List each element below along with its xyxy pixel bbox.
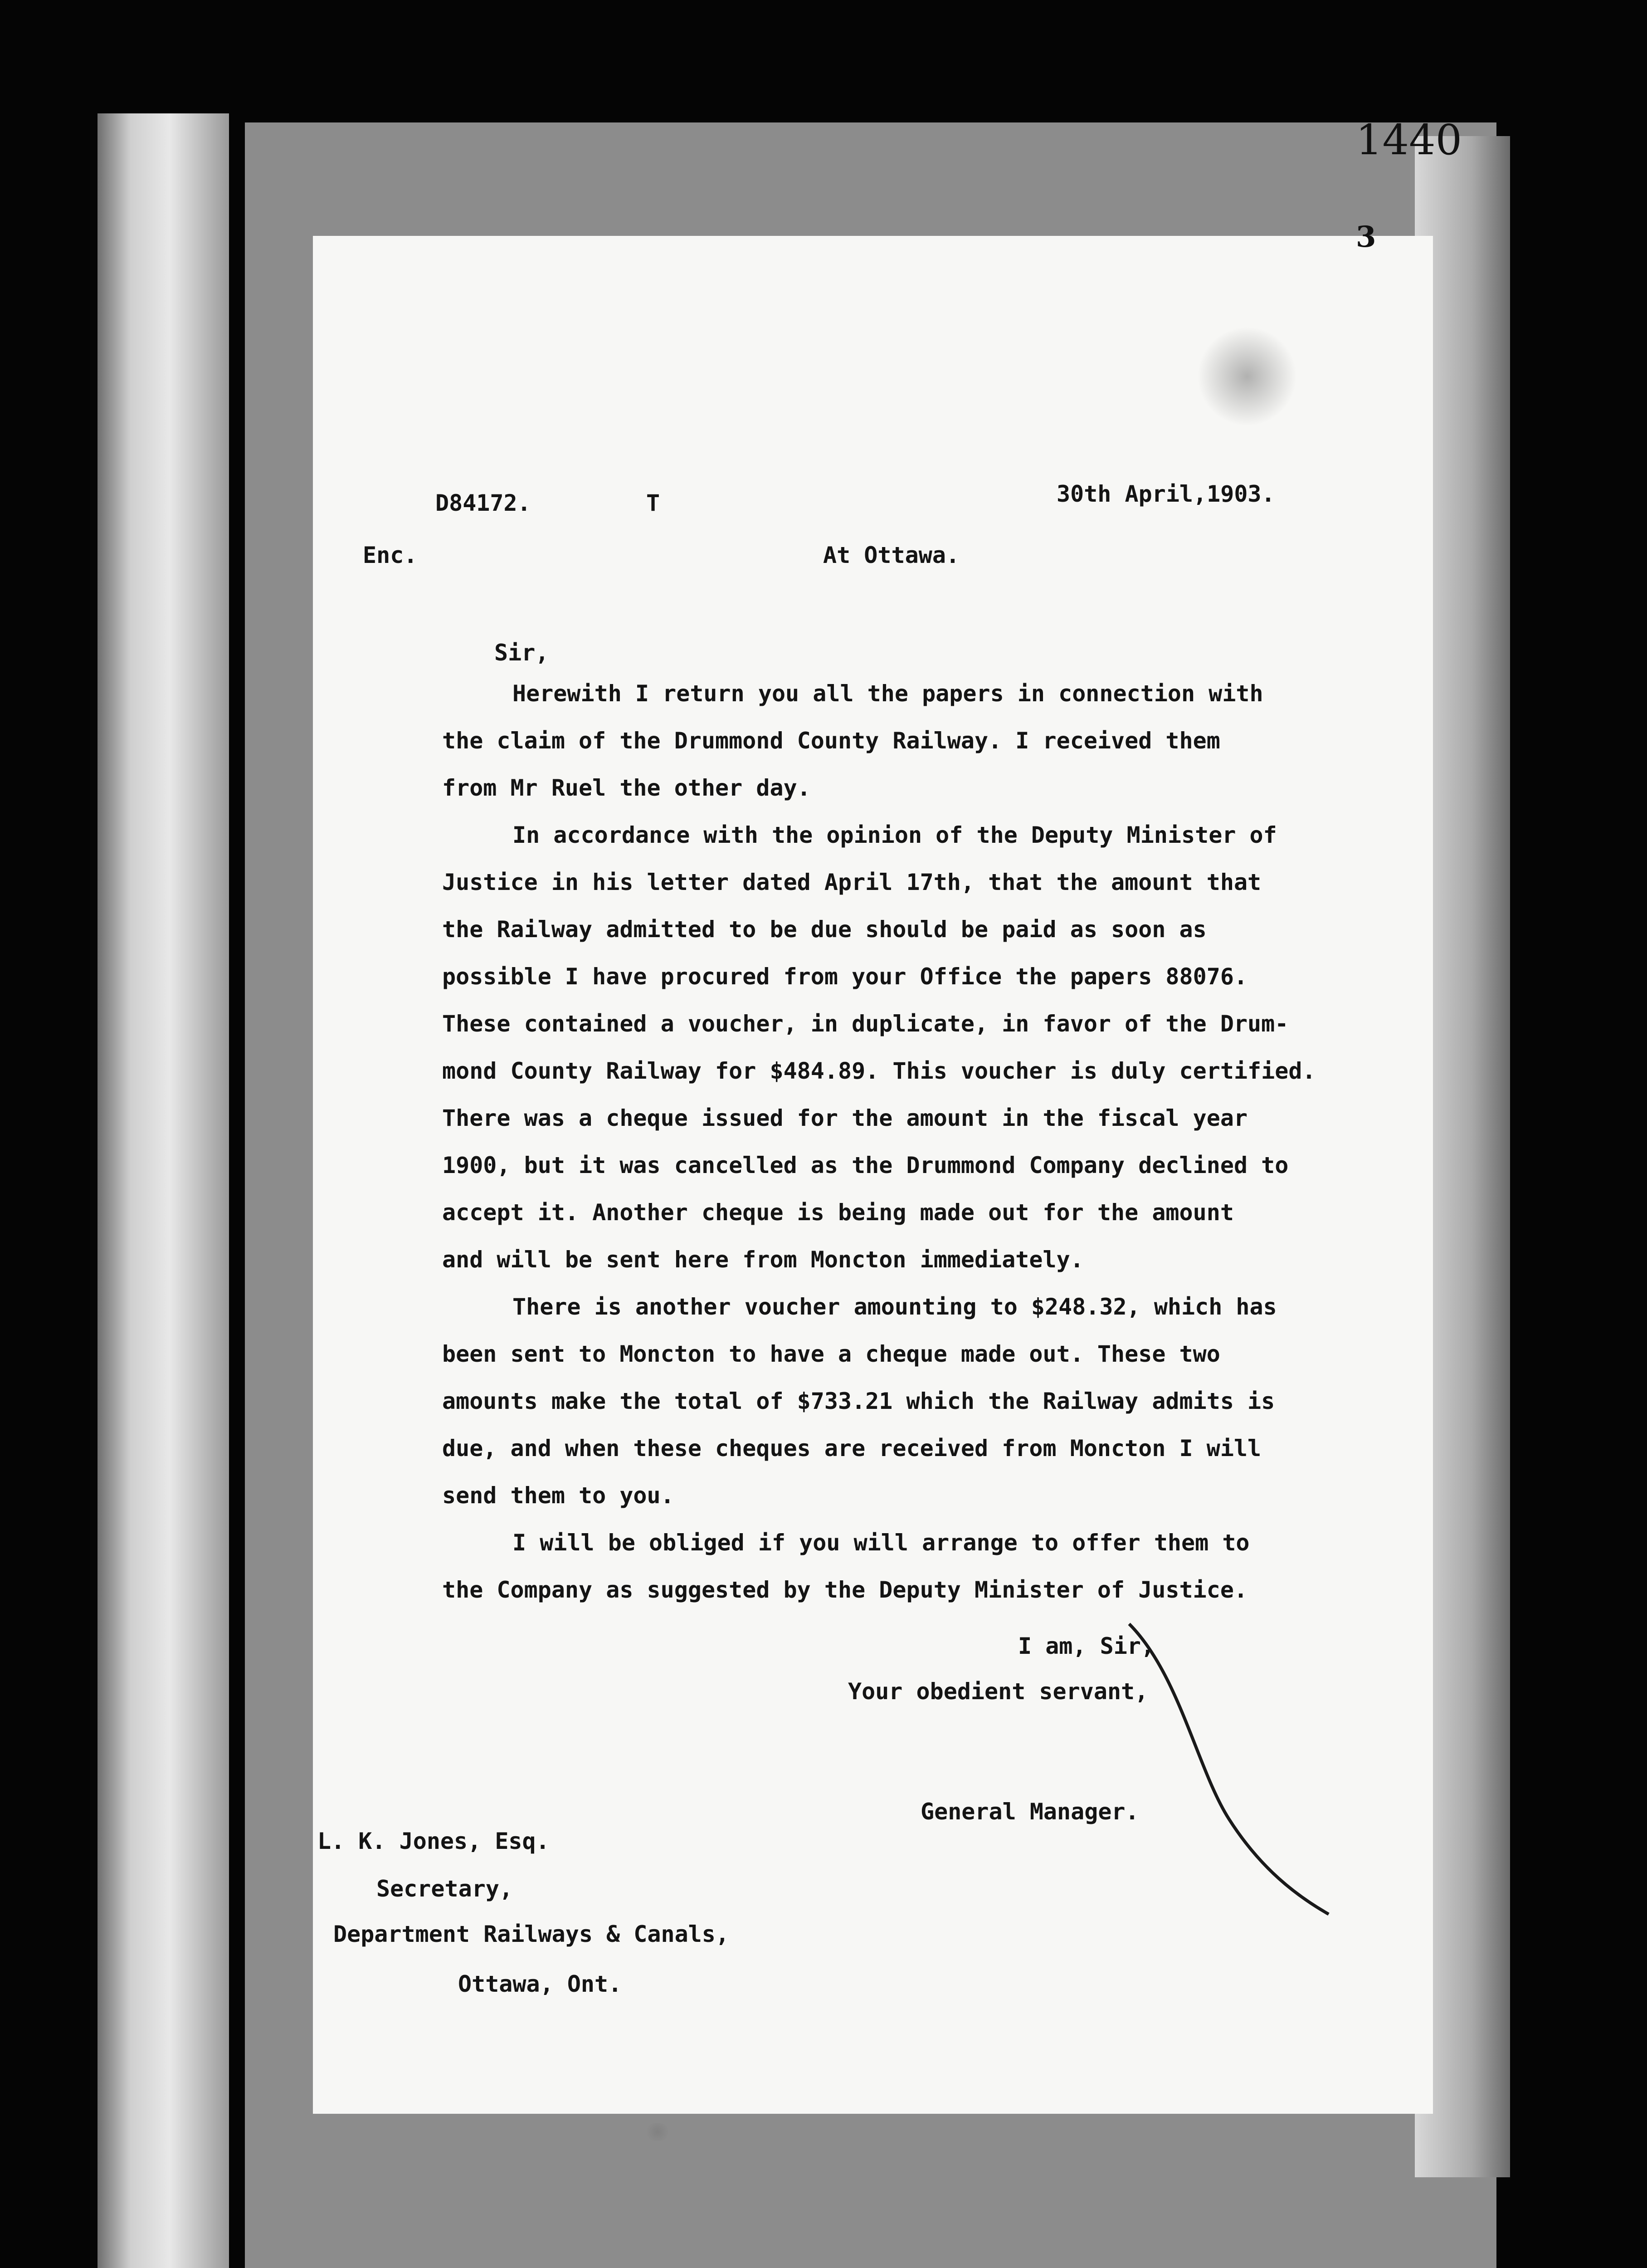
addressee-line: Ottawa, Ont. bbox=[458, 1971, 622, 1997]
letter-body-line: from Mr Ruel the other day. bbox=[442, 775, 811, 801]
letter-body-line: been sent to Moncton to have a cheque made out. These two bbox=[442, 1341, 1220, 1367]
letter-reference: D84172. bbox=[435, 490, 531, 516]
signature-mark bbox=[1125, 1619, 1333, 1919]
letter-body-line: amounts make the total of $733.21 which the Railway admits is bbox=[442, 1388, 1275, 1414]
ink-smudge bbox=[644, 2123, 671, 2141]
ink-smudge bbox=[1197, 327, 1297, 426]
letter-body-line: possible I have procured from your Office the papers 88076. bbox=[442, 963, 1248, 990]
letter-body-line: I will be obliged if you will arrange to offer them to bbox=[512, 1530, 1250, 1556]
closing-line: I am, Sir, bbox=[1018, 1633, 1155, 1659]
letter-body-line: the claim of the Drummond County Railway. I received them bbox=[442, 728, 1220, 754]
letter-body-line: There is another voucher amounting to $248.32, which has bbox=[512, 1294, 1277, 1320]
letter-body-line: 1900, but it was cancelled as the Drummond Company declined to bbox=[442, 1152, 1289, 1178]
letter-place: At Ottawa. bbox=[823, 542, 960, 568]
addressee-line: L. K. Jones, Esq. bbox=[317, 1828, 550, 1854]
enclosure-note: Enc. bbox=[363, 542, 418, 568]
addressee-line: Secretary, bbox=[376, 1876, 513, 1902]
binding-strip bbox=[97, 113, 229, 2268]
letter-body-line: In accordance with the opinion of the Deputy Minister of bbox=[512, 822, 1277, 848]
letter-body-line: Herewith I return you all the papers in connection with bbox=[512, 680, 1263, 707]
signature-title: General Manager. bbox=[921, 1799, 1139, 1825]
closing-line: Your obedient servant, bbox=[848, 1678, 1149, 1705]
letter-body-line: the Railway admitted to be due should be paid as soon as bbox=[442, 916, 1207, 943]
letter-body-line: mond County Railway for $484.89. This voucher is duly certified. bbox=[442, 1058, 1316, 1084]
salutation: Sir, bbox=[494, 640, 549, 666]
letter-body-line: These contained a voucher, in duplicate, in favor of the Drum- bbox=[442, 1011, 1289, 1037]
letter-body-line: and will be sent here from Moncton immediately. bbox=[442, 1246, 1084, 1273]
addressee-line: Department Railways & Canals, bbox=[333, 1921, 729, 1947]
folio-number: 1440 bbox=[1356, 116, 1462, 164]
letter-reference-mark: T bbox=[646, 490, 660, 516]
letter-body-line: the Company as suggested by the Deputy Minister of Justice. bbox=[442, 1577, 1248, 1603]
letter-body-line: Justice in his letter dated April 17th, that the amount that bbox=[442, 869, 1262, 895]
page-number: 3 bbox=[1356, 220, 1376, 254]
letter-body-line: due, and when these cheques are received from Moncton I will bbox=[442, 1435, 1262, 1461]
letter-body-line: There was a cheque issued for the amount in the fiscal year bbox=[442, 1105, 1248, 1131]
letter-body-line: accept it. Another cheque is being made out for the amount bbox=[442, 1199, 1234, 1226]
letter-body-line: send them to you. bbox=[442, 1482, 674, 1509]
letter-date: 30th April,1903. bbox=[1057, 481, 1275, 507]
